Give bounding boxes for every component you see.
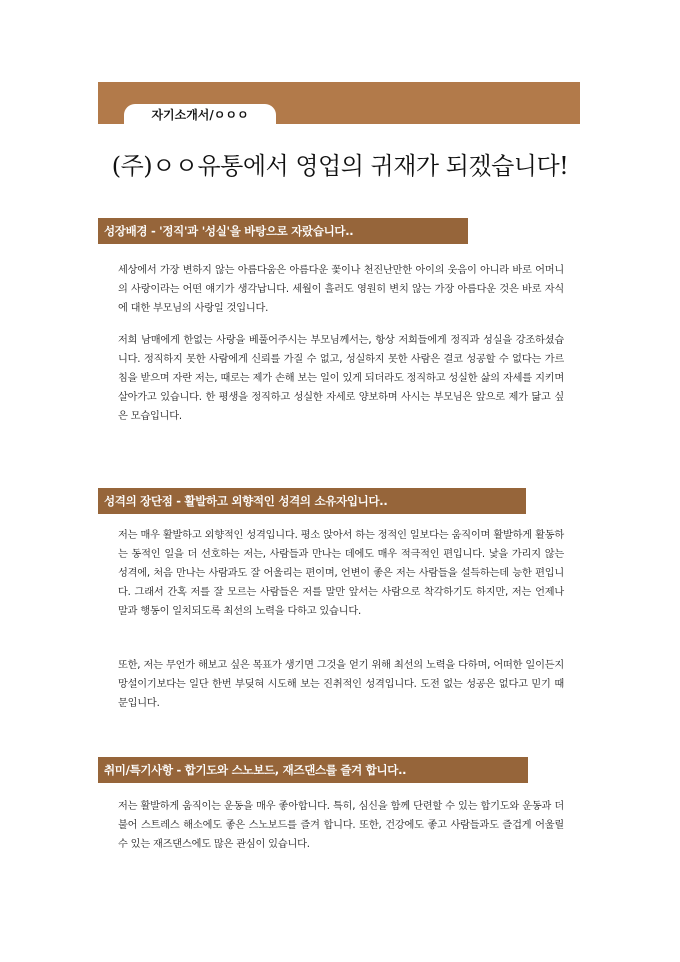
section-paragraph: 세상에서 가장 변하지 않는 아름다움은 아름다운 꽃이나 천진난만한 아이의 웃음이 아니라 바로 어머니의 사랑이라는 어떤 얘기가 생각납니다. 세월이 흘러도 영원히 변치 않는 가장 아름다운 것은 바로 자식에 대한 부모님의 사랑일 것입니다. — [118, 265, 564, 314]
section-paragraph: 저희 남매에게 한없는 사랑을 베풀어주시는 부모님께서는, 항상 저희들에게 정직과 성실을 강조하셨습니다. 정직하지 못한 사람에게 신뢰를 가질 수 없고, 성실하지 못한 사람은 결코 성공할 수 없다는 가르침을 받으며 자란 저는, 때로는 제가 손해 보는 일이 있게 되더라도 정직하고 성실한 삶의 자세를 지키며 살아가고 있습니다. 한 평생을 정직하고 성실한 자세로 양보하며 사시는 부모님은 앞으로 제가 닮고 싶은 모습입니다. — [118, 335, 564, 422]
section-paragraph: 또한, 저는 무언가 해보고 싶은 목표가 생기면 그것을 얻기 위해 최선의 노력을 다하며, 어떠한 일이든지 망설이기보다는 일단 한번 부딪혀 시도해 보는 진취적인 성격입니다. 도전 없는 성공은 없다고 믿기 때문입니다. — [118, 660, 564, 709]
section-heading-background: 성장배경 - '정직'과 '성실'을 바탕으로 자랐습니다.. — [98, 218, 468, 244]
section-paragraph: 저는 매우 활발하고 외향적인 성격입니다. 평소 앉아서 하는 정적인 일보다는 움직이며 활발하게 활동하는 동적인 일을 더 선호하는 저는, 사람들과 만나는 데에도 매우 적극적인 편입니다. 낯을 가리지 않는 성격에, 처음 만나는 사람과도 잘 어울리는 편이며, 언변이 좋은 저는 사람들을 설득하는데 능한 편입니다. 그래서 간혹 저를 잘 모르는 사람들은 저를 말만 앞서는 사람으로 착각하기도 하지만, 저는 언제나 말과 행동이 일치되도록 최선의 노력을 다하고 있습니다. — [118, 530, 564, 617]
section-paragraph: 저는 활발하게 움직이는 운동을 매우 좋아합니다. 특히, 심신을 함께 단련할 수 있는 합기도와 운동과 더불어 스트레스 해소에도 좋은 스노보드를 즐겨 합니다. 또한, 건강에도 좋고 사람들과도 즐겁게 어울릴 수 있는 재즈댄스에도 많은 관심이 있습니다. — [118, 801, 564, 850]
section-heading-hobbies: 취미/특기사항 - 합기도와 스노보드, 재즈댄스를 즐겨 합니다.. — [98, 757, 528, 783]
section-heading-personality: 성격의 장단점 - 활발하고 외향적인 성격의 소유자입니다.. — [98, 488, 526, 514]
page-title: (주)ㅇㅇ유통에서 영업의 귀재가 되겠습니다! — [111, 152, 569, 180]
document-label: 자기소개서/ㅇㅇㅇ — [124, 104, 276, 126]
